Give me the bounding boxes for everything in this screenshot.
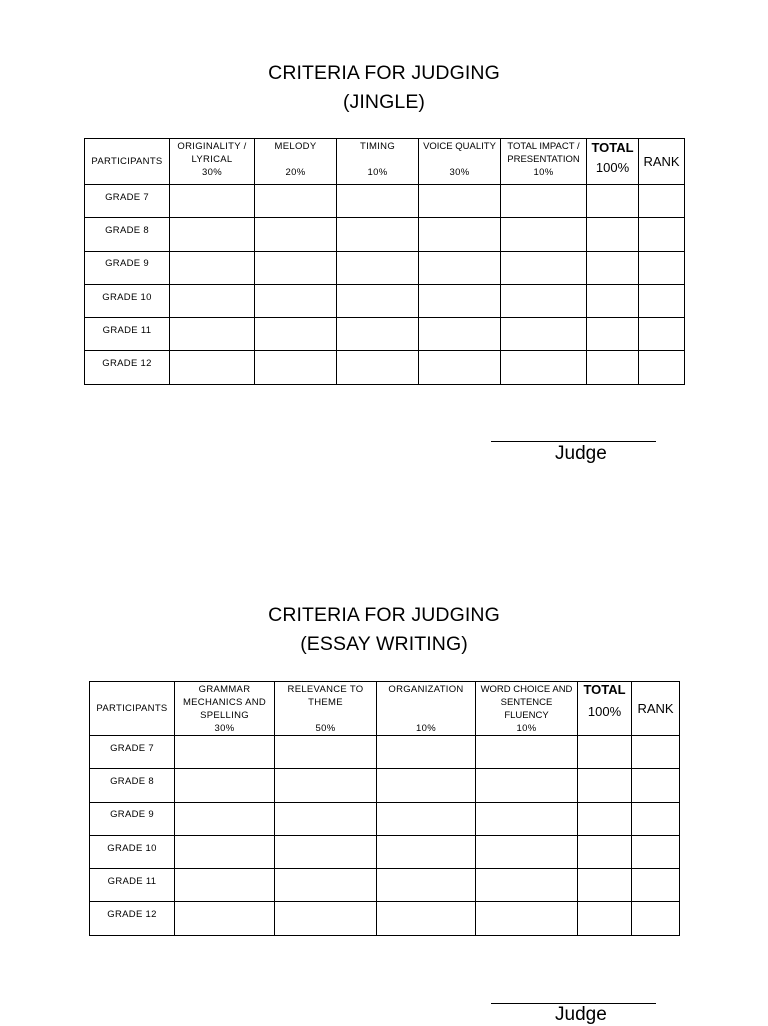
score-cell[interactable] [587,185,639,218]
criterion-label: MELODY [274,141,317,152]
score-cell[interactable] [175,736,275,769]
participant-grade: GRADE 9 [90,802,175,835]
participant-grade: GRADE 9 [85,251,170,284]
criterion-percent: 10% [416,723,436,734]
criterion-header [175,682,275,736]
criterion-percent: 10% [367,167,388,178]
score-cell[interactable] [377,769,476,802]
score-cell[interactable] [419,218,501,251]
total-percent: 100% [587,704,622,719]
score-cell[interactable] [337,318,419,351]
criterion-percent: 30% [449,167,470,178]
criterion-label: TIMING [359,141,396,152]
score-cell[interactable] [632,902,680,935]
score-cell[interactable] [639,351,685,384]
score-cell[interactable] [377,736,476,769]
criterion-header [476,682,578,736]
criterion-header [337,139,419,185]
criterion-header [275,682,377,736]
participant-grade: GRADE 7 [90,736,175,769]
score-cell[interactable] [337,185,419,218]
score-cell[interactable] [639,251,685,284]
rank-header: RANK [632,682,680,736]
participant-grade: GRADE 11 [90,869,175,902]
score-cell[interactable] [639,318,685,351]
table-header-row [85,139,685,185]
criterion-header [255,139,337,185]
score-cell[interactable] [587,284,639,317]
criterion-header [419,139,501,185]
score-cell[interactable] [175,769,275,802]
score-cell[interactable] [337,284,419,317]
score-cell[interactable] [587,218,639,251]
table-row [85,218,685,251]
score-cell[interactable] [170,284,255,317]
essay-title-line1: CRITERIA FOR JUDGING [268,604,500,626]
total-percent: 100% [595,160,630,175]
criterion-percent: 50% [315,723,336,734]
table-row [90,736,680,769]
score-cell[interactable] [170,351,255,384]
score-cell[interactable] [175,802,275,835]
jingle-criteria-table [84,138,685,385]
table-row [85,185,685,218]
score-cell[interactable] [275,736,377,769]
score-cell[interactable] [587,351,639,384]
criterion-label: WORD CHOICE AND SENTENCE FLUENCY [480,684,573,721]
score-cell[interactable] [632,802,680,835]
score-cell[interactable] [587,318,639,351]
score-cell[interactable] [419,351,501,384]
table-row [85,251,685,284]
score-cell[interactable] [578,769,632,802]
score-cell[interactable] [275,769,377,802]
criterion-percent: 30% [202,167,222,178]
judge-label: Judge [555,443,607,464]
criterion-percent: 30% [214,723,235,734]
total-header [578,682,632,736]
score-cell[interactable] [255,284,337,317]
score-cell[interactable] [275,902,377,935]
participant-grade: GRADE 12 [90,902,175,935]
score-cell[interactable] [639,218,685,251]
score-cell[interactable] [275,835,377,868]
table-header-row [90,682,680,736]
score-cell[interactable] [587,251,639,284]
table-row [85,318,685,351]
jingle-title-line2: (JINGLE) [342,91,426,113]
criterion-label: ORGANIZATION [388,684,464,695]
score-cell[interactable] [275,802,377,835]
table-row [90,769,680,802]
score-cell[interactable] [578,902,632,935]
score-cell[interactable] [632,736,680,769]
score-cell[interactable] [175,902,275,935]
score-cell[interactable] [501,185,587,218]
jingle-title-line1: CRITERIA FOR JUDGING [268,62,500,84]
score-cell[interactable] [419,318,501,351]
score-cell[interactable] [337,251,419,284]
score-cell[interactable] [476,869,578,902]
criterion-label: RELEVANCE TO THEME [287,684,364,708]
score-cell[interactable] [476,769,578,802]
participant-grade: GRADE 8 [90,769,175,802]
criterion-header [170,139,255,185]
score-cell[interactable] [175,835,275,868]
participant-grade: GRADE 12 [85,351,170,384]
score-cell[interactable] [170,318,255,351]
participants-header: PARTICIPANTS [90,682,175,736]
score-cell[interactable] [419,284,501,317]
table-row [90,869,680,902]
table-row [90,835,680,868]
score-cell[interactable] [377,835,476,868]
score-cell[interactable] [255,318,337,351]
criterion-header [377,682,476,736]
table-row [90,802,680,835]
score-cell[interactable] [632,769,680,802]
score-cell[interactable] [377,902,476,935]
score-cell[interactable] [632,835,680,868]
score-cell[interactable] [419,251,501,284]
participant-grade: GRADE 10 [90,835,175,868]
score-cell[interactable] [377,802,476,835]
judge-label: Judge [555,1004,607,1025]
score-cell[interactable] [275,869,377,902]
criterion-label: VOICE QUALITY [423,141,496,152]
score-cell[interactable] [578,869,632,902]
score-cell[interactable] [476,835,578,868]
score-cell[interactable] [255,251,337,284]
score-cell[interactable] [377,869,476,902]
score-cell[interactable] [170,251,255,284]
judge-signature-line [491,441,656,442]
score-cell[interactable] [501,251,587,284]
score-cell[interactable] [255,185,337,218]
score-cell[interactable] [501,318,587,351]
participant-grade: GRADE 7 [85,185,170,218]
participant-grade: GRADE 11 [85,318,170,351]
score-cell[interactable] [501,351,587,384]
rank-header: RANK [639,139,685,185]
score-cell[interactable] [419,185,501,218]
total-label: TOTAL [583,682,626,697]
score-cell[interactable] [501,218,587,251]
score-cell[interactable] [337,351,419,384]
essay-criteria-table [89,681,680,936]
score-cell[interactable] [578,835,632,868]
participant-grade: GRADE 10 [85,284,170,317]
essay-title [0,601,768,659]
score-cell[interactable] [476,902,578,935]
criterion-label: TOTAL IMPACT / PRESENTATION [507,141,580,165]
criterion-label: GRAMMAR MECHANICS AND SPELLING [182,684,267,721]
table-row [90,902,680,935]
score-cell[interactable] [170,218,255,251]
score-cell[interactable] [632,869,680,902]
score-cell[interactable] [255,351,337,384]
criterion-header [501,139,587,185]
score-cell[interactable] [501,284,587,317]
participants-header: PARTICIPANTS [85,139,170,185]
score-cell[interactable] [578,736,632,769]
score-cell[interactable] [255,218,337,251]
score-cell[interactable] [578,802,632,835]
criterion-percent: 10% [516,723,537,734]
table-row [85,284,685,317]
score-cell[interactable] [639,185,685,218]
score-cell[interactable] [337,218,419,251]
criterion-percent: 10% [533,167,554,178]
score-cell[interactable] [476,736,578,769]
criterion-percent: 20% [285,167,306,178]
table-row [85,351,685,384]
score-cell[interactable] [639,284,685,317]
total-header [587,139,639,185]
criterion-label: ORIGINALITY / LYRICAL [177,141,247,165]
participant-grade: GRADE 8 [85,218,170,251]
score-cell[interactable] [170,185,255,218]
total-label: TOTAL [591,140,634,155]
jingle-title [0,59,768,117]
score-cell[interactable] [476,802,578,835]
score-cell[interactable] [175,869,275,902]
essay-title-line2: (ESSAY WRITING) [300,633,468,655]
